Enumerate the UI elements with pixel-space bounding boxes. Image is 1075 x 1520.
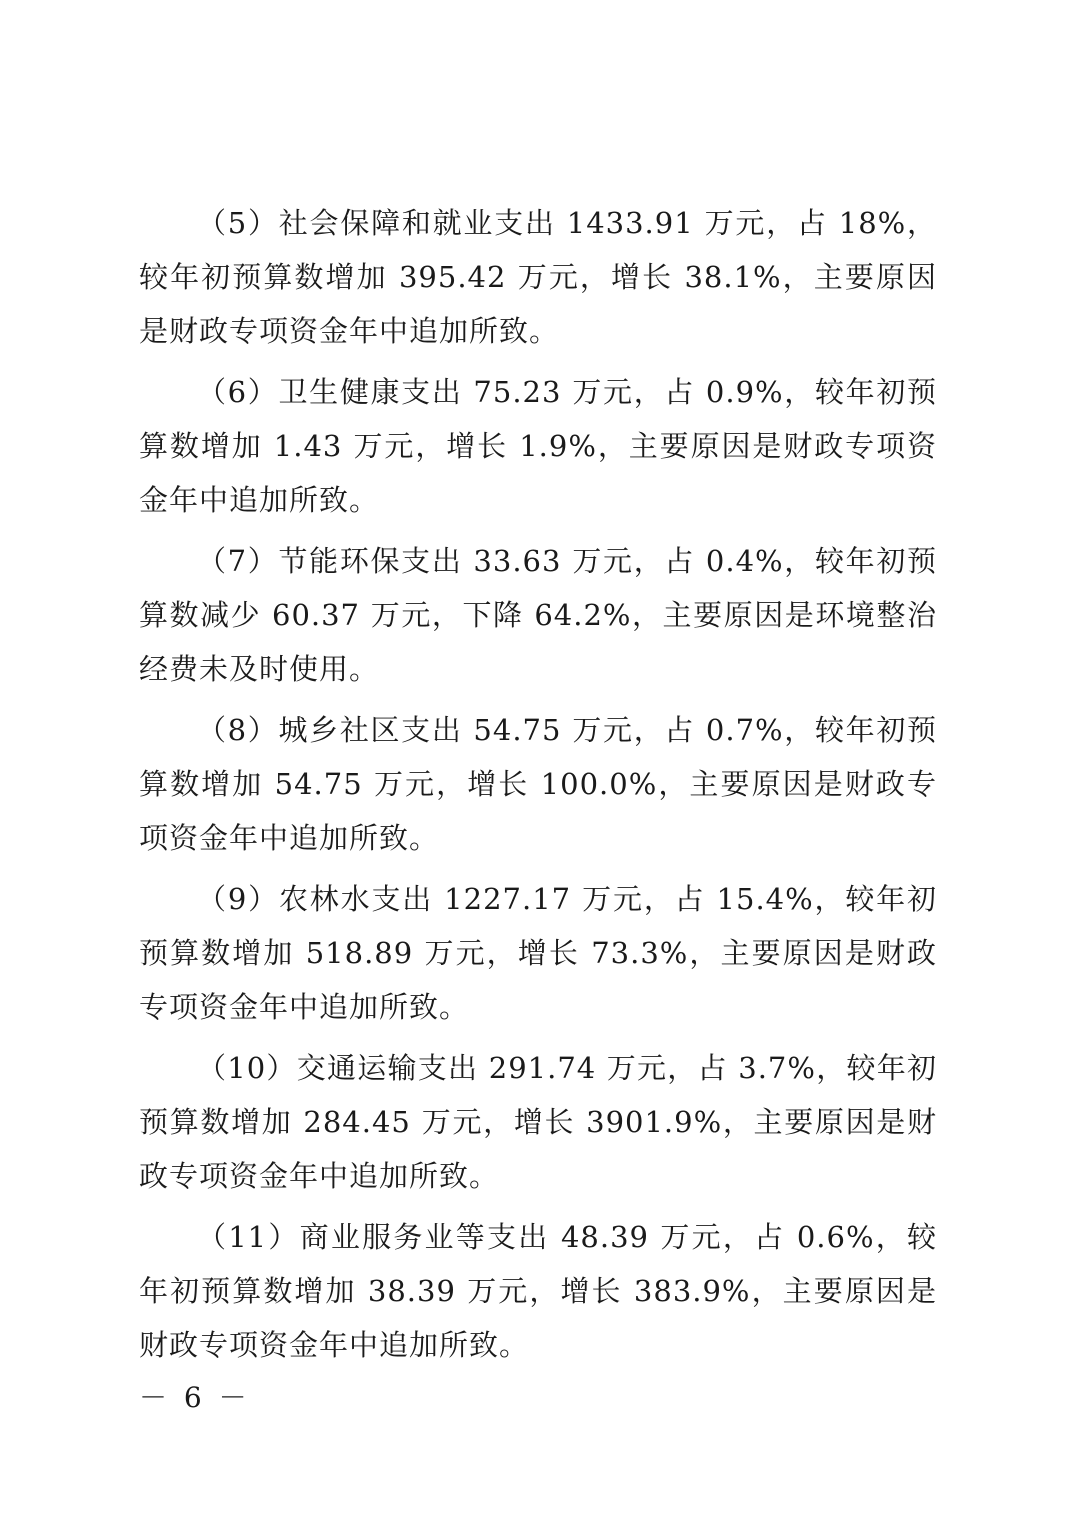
paragraph-item-8: （8）城乡社区支出 54.75 万元，占 0.7%，较年初预算数增加 54.75 万元，增长 100.0%，主要原因是财政专项资金年中追加所致。 — [139, 713, 937, 855]
paragraph-item-10: （10）交通运输支出 291.74 万元，占 3.7%，较年初预算数增加 284.45 万元，增长 3901.9%，主要原因是财政专项资金年中追加所致。 — [139, 1051, 937, 1193]
paragraph-item-11: （11）商业服务业等支出 48.39 万元，占 0.6%，较年初预算数增加 38.39 万元，增长 383.9%，主要原因是财政专项资金年中追加所致。 — [139, 1220, 937, 1362]
paragraph-item-6: （6）卫生健康支出 75.23 万元，占 0.9%，较年初预算数增加 1.43 万元，增长 1.9%，主要原因是财政专项资金年中追加所致。 — [139, 375, 937, 517]
paragraph-item-9: （9）农林水支出 1227.17 万元，占 15.4%，较年初预算数增加 518.89 万元，增长 73.3%，主要原因是财政专项资金年中追加所致。 — [139, 882, 937, 1024]
paragraph-item-5: （5）社会保障和就业支出 1433.91 万元，占 18%，较年初预算数增加 395.42 万元，增长 38.1%，主要原因是财政专项资金年中追加所致。 — [139, 206, 937, 348]
paragraph-item-7: （7）节能环保支出 33.63 万元，占 0.4%，较年初预算数减少 60.37 万元，下降 64.2%，主要原因是环境整治经费未及时使用。 — [139, 544, 937, 686]
page-number: － 6 － — [139, 1381, 251, 1414]
document-body — [139, 196, 937, 1379]
